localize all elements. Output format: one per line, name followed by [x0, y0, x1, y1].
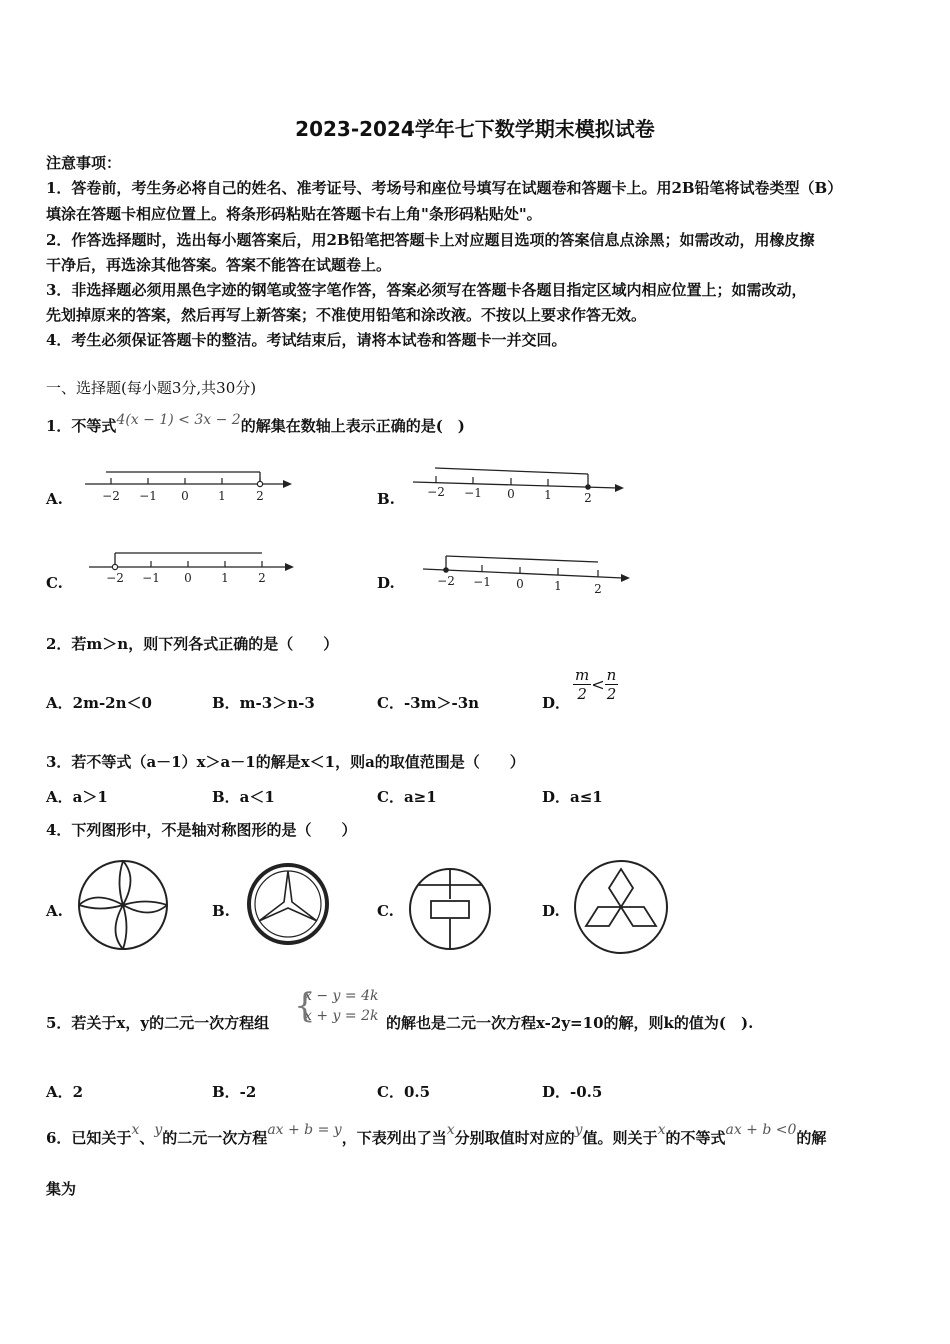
three-pointed-star-figure — [246, 862, 330, 946]
q5-post: 的解也是二元一次方程x-2y=10的解，则k的值为( ). — [386, 1014, 754, 1032]
tick-label: −2 — [102, 489, 120, 503]
q3-option-d: D．a≤1 — [542, 788, 603, 806]
notice-line: 干净后，再选涂其他答案。答案不能答在试题卷上。 — [46, 256, 392, 274]
q5-option-d: D．-0.5 — [542, 1083, 603, 1101]
q1-pre: 1．不等式 — [46, 417, 117, 435]
fraction-numerator: m — [575, 666, 590, 684]
three-diamonds-figure — [572, 858, 670, 956]
q1-option-b-label: B. — [377, 490, 395, 508]
tick-label: 1 — [218, 489, 226, 503]
tick-label: −2 — [106, 571, 124, 585]
question-4: 4．下列图形中，不是轴对称图形的是（ ） — [46, 821, 357, 839]
tick-label: 0 — [181, 489, 189, 503]
question-5 — [46, 1012, 269, 1033]
tick-label: 0 — [516, 577, 524, 591]
q5-option-a: A．2 — [46, 1083, 84, 1101]
q5-eq2: x + y = 2k — [304, 1008, 379, 1024]
fraction-numerator: n — [606, 666, 617, 684]
var-y: y — [574, 1122, 583, 1138]
q5-option-c: C．0.5 — [377, 1083, 431, 1101]
tick-label: 2 — [256, 489, 264, 503]
q1-option-a-label: A. — [46, 490, 63, 508]
q6-equation: ax + b = y — [267, 1122, 342, 1138]
notice-line: 4．考生必须保证答题卡的整洁。考试结束后，请将本试卷和答题卡一并交回。 — [46, 331, 567, 349]
less-than-sign: < — [591, 675, 605, 694]
question-1 — [46, 412, 465, 436]
tick-label: 2 — [258, 571, 266, 585]
q5-eq1: x − y = 4k — [304, 988, 379, 1004]
question-6: 6．已知关于x、y的二元一次方程ax + b = y，下表列出了当x分别取值时对应的y值。则关于x的不等式ax + b <0的解 — [46, 1122, 827, 1147]
pinwheel-figure — [76, 858, 170, 952]
q4-option-d-label: D. — [542, 902, 560, 920]
question-2: 2．若m＞n，则下列各式正确的是（ ） — [46, 635, 339, 653]
var-y: y — [154, 1122, 163, 1138]
tick-label: 2 — [584, 491, 592, 505]
fraction-denominator: 2 — [606, 685, 617, 703]
fraction-denominator: 2 — [577, 685, 587, 703]
q6-inequality: ax + b <0 — [725, 1122, 797, 1138]
page-title: 2023-2024学年七下数学期末模拟试卷 — [295, 117, 655, 141]
notice-line: 填涂在答题卡相应位置上。将条形码粘贴在答题卡右上角"条形码粘贴处"。 — [46, 205, 542, 223]
notice-heading: 注意事项： — [46, 154, 122, 172]
circle-rectangle-figure — [407, 866, 493, 952]
notice-line: 3．非选择题必须用黑色字迹的钢笔或签字笔作答，答案必须写在答题卡各题目指定区域内相应位置上；如需改动， — [46, 281, 807, 299]
q3-option-b: B．a＜1 — [212, 788, 275, 806]
q4-option-a-label: A. — [46, 902, 63, 920]
q5-pre: 5．若关于x，y的二元一次方程组 — [46, 1014, 270, 1032]
q6-continuation: 集为 — [46, 1180, 77, 1198]
var-x: x — [446, 1122, 455, 1138]
q3-option-a: A．a＞1 — [46, 788, 108, 806]
notice-line: 1．答卷前，考生务必将自己的姓名、准考证号、考场号和座位号填写在试题卷和答题卡上。用2B铅笔将试卷类型（B） — [46, 179, 843, 197]
number-line-a — [80, 460, 300, 508]
tick-label: 0 — [184, 571, 192, 585]
q2-option-d: D． — [542, 694, 571, 712]
tick-label: 1 — [544, 488, 552, 502]
var-x: x — [657, 1122, 666, 1138]
tick-label: 2 — [594, 582, 602, 596]
number-line-c — [84, 546, 304, 592]
q5-option-b: B．-2 — [212, 1083, 257, 1101]
tick-label: −2 — [437, 574, 455, 588]
q5-equation-system: { x − y = 4k x + y = 2k — [294, 986, 379, 1026]
q2-option-d-fraction — [573, 666, 618, 703]
q1-option-d-label: D. — [377, 574, 395, 592]
tick-label: 1 — [554, 579, 562, 593]
tick-label: −2 — [427, 485, 445, 499]
q1-post: 的解集在数轴上表示正确的是( ) — [240, 417, 465, 435]
q1-formula: 4(x − 1) < 3x − 2 — [116, 412, 241, 428]
var-x: x — [131, 1122, 140, 1138]
q4-option-b-label: B. — [212, 902, 230, 920]
notice-line: 先划掉原来的答案，然后再写上新答案；不准使用铅笔和涂改液。不按以上要求作答无效。 — [46, 306, 647, 324]
number-line-d — [418, 548, 638, 598]
q4-option-c-label: C. — [377, 902, 394, 920]
tick-label: 1 — [221, 571, 229, 585]
number-line-b — [408, 458, 628, 506]
question-3: 3．若不等式（a－1）x＞a－1的解是x＜1，则a的取值范围是（ ） — [46, 753, 525, 771]
q2-option-b: B．m-3＞n-3 — [212, 694, 315, 712]
tick-label: −1 — [139, 489, 157, 503]
section-heading: 一、选择题(每小题3分,共30分) — [46, 379, 257, 397]
tick-label: 0 — [507, 487, 515, 501]
q2-option-a: A．2m-2n＜0 — [46, 694, 152, 712]
tick-label: −1 — [142, 571, 160, 585]
tick-label: −1 — [473, 575, 491, 589]
q3-option-c: C．a≥1 — [377, 788, 437, 806]
notice-line: 2．作答选择题时，选出每小题答案后，用2B铅笔把答题卡上对应题目选项的答案信息点涂黑；如需改动，用橡皮擦 — [46, 231, 815, 249]
q2-option-c: C．-3m＞-3n — [377, 694, 480, 712]
tick-label: −1 — [464, 486, 482, 500]
q1-option-c-label: C. — [46, 574, 63, 592]
